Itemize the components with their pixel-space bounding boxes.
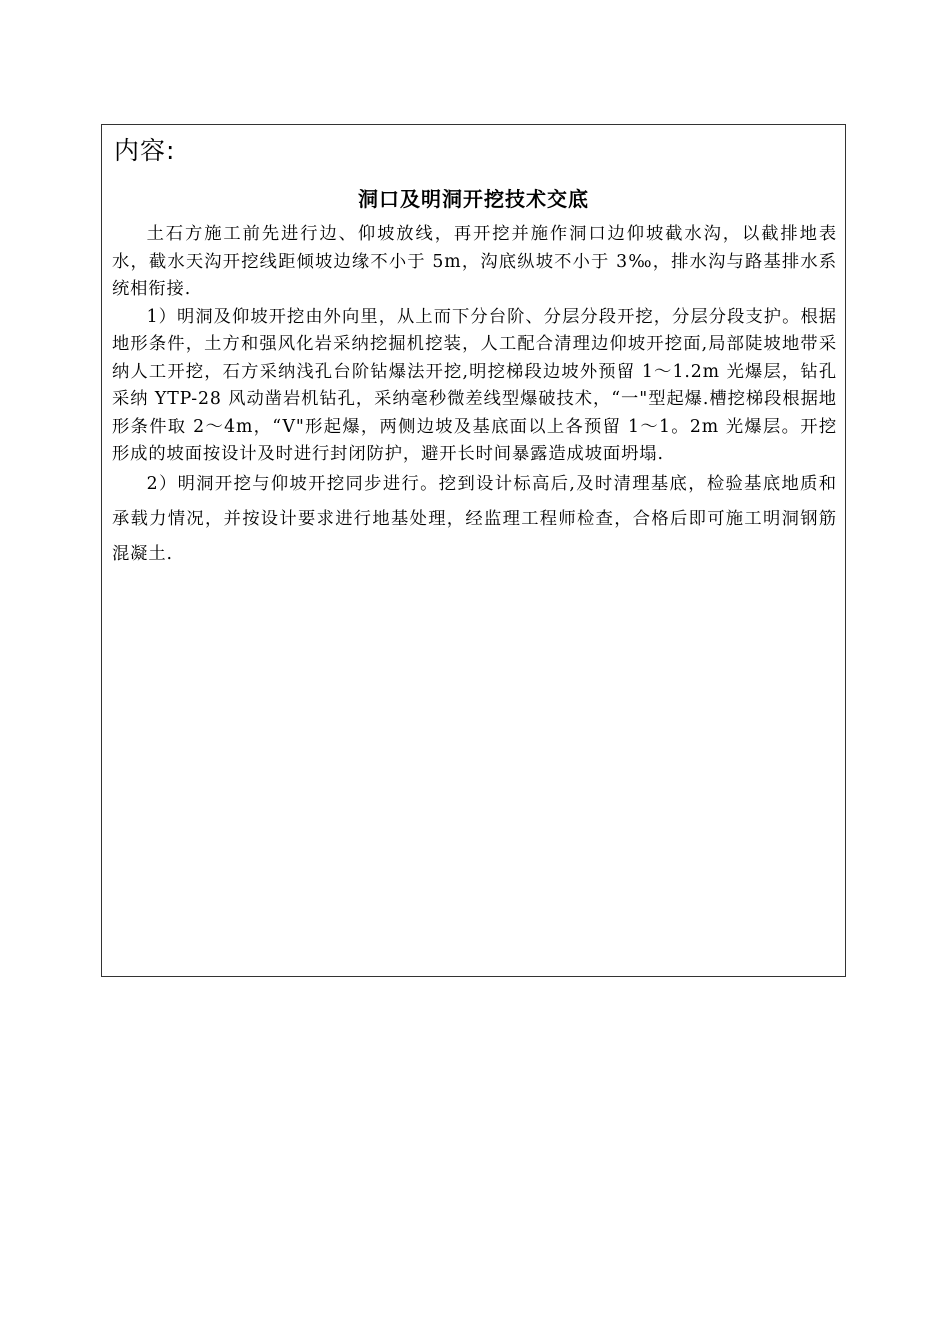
document-title: 洞口及明洞开挖技术交底	[358, 187, 589, 211]
document-body	[112, 221, 837, 572]
paragraph-intro: 土石方施工前先进行边、仰坡放线，再开挖并施作洞口边仰坡截水沟，以截排地表水，截水天沟开挖线距倾坡边缘不小于 5m，沟底纵坡不小于 3‰，排水沟与路基排水系统相衔接.	[112, 224, 837, 299]
paragraph-step-2: 2）明洞开挖与仰坡开挖同步进行。挖到设计标高后,及时清理基底，检验基底地质和承载力情况，并按设计要求进行地基处理，经监理工程师检查，合格后即可施工明洞钢筋混凝土.	[112, 473, 837, 564]
content-box	[101, 124, 846, 977]
paragraph-step-1: 1）明洞及仰坡开挖由外向里，从上而下分台阶、分层分段开挖，分层分段支护。根据地形条件，土方和强风化岩采纳挖掘机挖装，人工配合清理边仰坡开挖面,局部陡坡地带采纳人工开挖，石方采纳浅孔台阶钻爆法开挖,明挖梯段边坡外预留 1～1.2m 光爆层，钻孔采纳 YTP-28 风动凿岩机钻孔，采纳毫秒微差线型爆破技术，“一"型起爆.槽挖梯段根据地形条件取 2～4m，“V"形起爆，两侧边坡及基底面以上各预留 1～1。2m 光爆层。开挖形成的坡面按设计及时进行封闭防护，避开长时间暴露造成坡面坍塌.	[112, 306, 837, 464]
content-label: 内容:	[114, 136, 176, 165]
